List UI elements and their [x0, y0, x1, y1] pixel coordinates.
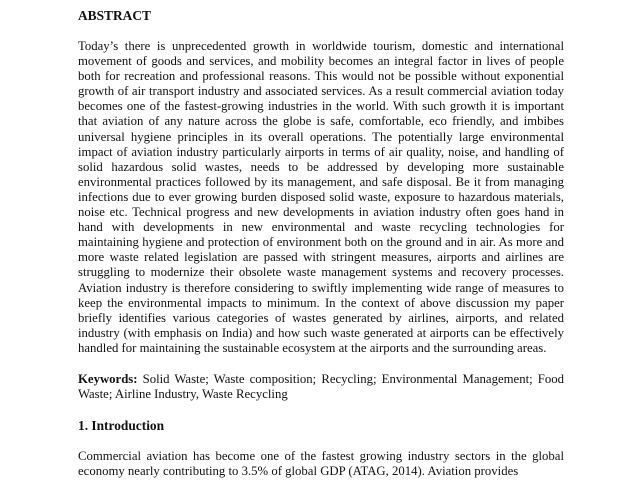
abstract-heading: ABSTRACT	[78, 8, 151, 23]
keywords-text: Solid Waste; Waste composition; Recycling; Environmental Management; Food Waste; Airline Industry, Waste Recycling	[78, 371, 564, 402]
abstract-body: Today’s there is unprecedented growth in worldwide tourism, domestic and international movement of goods and services, and mobility becomes an integral factor in lives of people both for recreation and professional reasons. This would not be possible without exponential growth of air transport industry and associated services. As a result commercial aviation today becomes one of the fastest-growing industries in the world. With such growth it is important that aviation of any nature across the globe is safe, comfortable, eco friendly, and imbibes universal hygiene principles in its overall operations. The potentially large environmental impact of aviation industry particularly airports in terms of air quality, noise, and handling of solid hazardous solid wastes, needs to be addressed by developing more sustainable environmental practices followed by its management, and safe disposal. Be it from managing infections due to ever growing burden disposed solid waste, exposure to hazardous materials, noise etc. Technical progress and new developments in aviation industry often goes hand in hand with developments in new environmental and waste recycling technologies for maintaining hygiene and protection of environment both on the ground and in air. As more and more waste related legislation are passed with stringent measures, airports and airlines are struggling to modernize their obsolete waste management systems and recovery processes. Aviation industry is therefore considering to swiftly implementing wide range of measures to keep the environmental impacts to minimum. In the context of above discussion my paper briefly identifies various categories of wastes generated by airlines, airports, and related industry (with emphasis on India) and how such waste generated at airports can be effectively handled for maintaining the sustainable ecosystem at the airports and the surrounding areas.	[78, 39, 564, 355]
introduction-body: Commercial aviation has become one of the fastest growing industry sectors in the global economy nearly contributing to 3.5% of global GDP (ATAG, 2014). Aviation provides	[78, 449, 564, 479]
keywords-label: Keywords:	[78, 371, 138, 386]
paper-page	[78, 8, 564, 479]
introduction-heading: 1. Introduction	[78, 418, 165, 434]
keywords-paragraph	[78, 372, 564, 402]
